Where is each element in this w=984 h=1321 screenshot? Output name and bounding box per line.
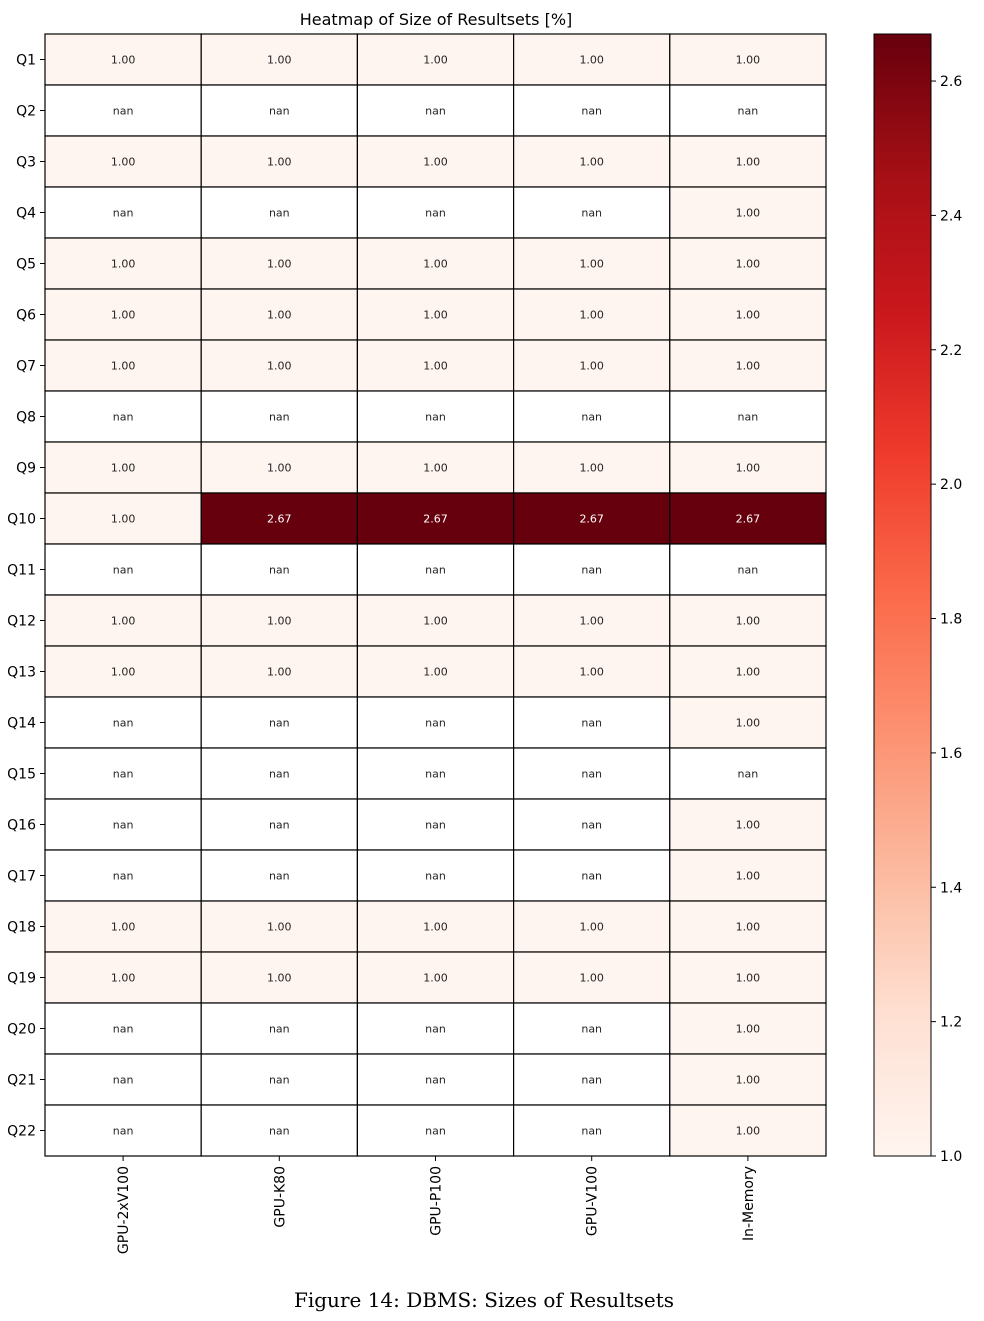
cell-value-label: 1.00 — [735, 461, 761, 475]
cell-value-label: nan — [581, 716, 603, 730]
row-label: Q19 — [7, 970, 36, 987]
colorbar-tick-label: 1.2 — [940, 1014, 963, 1031]
cell-value-label: nan — [268, 563, 290, 577]
cell-value-label: nan — [268, 410, 290, 424]
cell-value-label: 1.00 — [579, 308, 604, 322]
cell-value-label: 1.00 — [735, 206, 761, 220]
cell-value-label: nan — [425, 869, 446, 883]
row-label: Q17 — [7, 868, 36, 885]
cell-value-label: 1.00 — [423, 614, 448, 628]
cell-value-label: nan — [737, 563, 759, 577]
cell-value-label: nan — [581, 1022, 603, 1036]
cell-value-label: 1.00 — [579, 53, 604, 67]
cell-value-label: nan — [112, 767, 134, 781]
cell-value-label: 1.00 — [110, 614, 136, 628]
cell-value-label: 1.00 — [735, 920, 761, 934]
row-label: Q5 — [16, 256, 36, 273]
row-label: Q13 — [7, 664, 36, 681]
cell-value-label: nan — [268, 1073, 290, 1087]
colorbar-tick-label: 2.4 — [940, 208, 963, 225]
cell-value-label: 1.00 — [579, 461, 604, 475]
column-label: GPU-2xV100 — [116, 1166, 133, 1255]
colorbar-tick-label: 2.2 — [940, 342, 963, 359]
cell-value-label: nan — [425, 767, 446, 781]
cell-value-label: nan — [112, 563, 134, 577]
cell-value-label: 1.00 — [267, 308, 292, 322]
cell-value-label: nan — [581, 1124, 603, 1138]
cell-value-label: nan — [581, 104, 603, 118]
cell-value-label: 1.00 — [735, 614, 761, 628]
cell-value-label: nan — [112, 1022, 134, 1036]
cell-value-label: nan — [425, 563, 446, 577]
chart-title: Heatmap of Size of Resultsets [%] — [299, 10, 573, 29]
row-label: Q10 — [7, 511, 36, 528]
cell-value-label: 1.00 — [267, 257, 292, 271]
cell-value-label: nan — [581, 818, 603, 832]
cell-value-label: nan — [425, 1022, 446, 1036]
cell-value-label: 1.00 — [267, 155, 292, 169]
row-label: Q2 — [16, 103, 36, 120]
cell-value-label: 1.00 — [267, 665, 292, 679]
cell-value-label: 1.00 — [735, 716, 761, 730]
row-label: Q22 — [7, 1123, 36, 1140]
cell-value-label: nan — [268, 869, 290, 883]
cell-value-label: nan — [268, 104, 290, 118]
cell-value-label: nan — [581, 410, 603, 424]
row-label: Q1 — [16, 52, 36, 69]
row-label: Q20 — [7, 1021, 36, 1038]
row-label: Q6 — [16, 307, 36, 324]
cell-value-label: 1.00 — [735, 257, 761, 271]
colorbar-gradient — [874, 34, 931, 1156]
colorbar-tick-label: 1.8 — [940, 611, 963, 628]
cell-value-label: nan — [112, 1073, 134, 1087]
row-label: Q8 — [16, 409, 36, 426]
cell-value-label: 1.00 — [423, 308, 448, 322]
cell-value-label: nan — [425, 104, 446, 118]
colorbar-tick-label: 1.6 — [940, 745, 963, 762]
cell-value-label: 1.00 — [267, 971, 292, 985]
cell-value-label: 1.00 — [110, 53, 136, 67]
cell-value-label: nan — [425, 818, 446, 832]
cell-value-label: 2.67 — [579, 512, 604, 526]
cell-value-label: 1.00 — [423, 155, 448, 169]
cell-value-label: 1.00 — [579, 155, 604, 169]
cell-value-label: 1.00 — [735, 155, 761, 169]
row-label: Q7 — [16, 358, 36, 375]
cell-value-label: nan — [425, 206, 446, 220]
cell-value-label: nan — [268, 206, 290, 220]
cell-value-label: 1.00 — [110, 257, 136, 271]
cell-value-label: 1.00 — [267, 614, 292, 628]
cell-value-label: 1.00 — [579, 665, 604, 679]
cell-value-label: 1.00 — [110, 308, 136, 322]
colorbar — [874, 34, 962, 1165]
row-label: Q11 — [7, 562, 36, 579]
cell-value-label: nan — [425, 410, 446, 424]
cell-value-label: nan — [425, 1073, 446, 1087]
heatmap-cells — [45, 34, 826, 1156]
cell-value-label: nan — [581, 206, 603, 220]
cell-value-label: 1.00 — [735, 1073, 761, 1087]
cell-value-label: nan — [581, 869, 603, 883]
cell-value-label: 1.00 — [110, 512, 136, 526]
colorbar-tick-label: 1.4 — [940, 880, 963, 897]
cell-value-label: nan — [268, 818, 290, 832]
cell-value-label: 1.00 — [579, 920, 604, 934]
cell-value-label: 2.67 — [267, 512, 292, 526]
cell-value-label: 1.00 — [735, 818, 761, 832]
cell-value-label: 1.00 — [735, 1124, 761, 1138]
cell-value-label: nan — [112, 206, 134, 220]
row-label: Q18 — [7, 919, 36, 936]
cell-value-label: 1.00 — [267, 461, 292, 475]
cell-value-label: nan — [737, 104, 759, 118]
colorbar-tick-label: 2.0 — [940, 477, 963, 494]
cell-value-label: nan — [268, 1124, 290, 1138]
row-label: Q15 — [7, 766, 36, 783]
cell-value-label: nan — [581, 767, 603, 781]
cell-value-label: nan — [112, 869, 134, 883]
cell-value-label: nan — [112, 716, 134, 730]
cell-value-label: nan — [112, 410, 134, 424]
cell-value-label: 1.00 — [110, 155, 136, 169]
cell-value-label: 1.00 — [735, 665, 761, 679]
cell-value-label: 1.00 — [735, 53, 761, 67]
cell-value-label: 1.00 — [423, 53, 448, 67]
row-label: Q3 — [16, 154, 36, 171]
cell-value-label: nan — [737, 767, 759, 781]
cell-value-label: nan — [581, 1073, 603, 1087]
cell-value-label: 1.00 — [423, 971, 448, 985]
cell-value-label: 1.00 — [579, 971, 604, 985]
cell-value-label: 1.00 — [579, 257, 604, 271]
cell-value-label: 1.00 — [423, 461, 448, 475]
cell-value-label: 2.67 — [735, 512, 761, 526]
row-label: Q16 — [7, 817, 36, 834]
cell-value-label: 1.00 — [423, 257, 448, 271]
cell-value-label: 2.67 — [423, 512, 448, 526]
row-labels — [7, 53, 45, 1140]
row-label: Q9 — [16, 460, 36, 477]
cell-value-label: 1.00 — [579, 614, 604, 628]
figure-caption: Figure 14: DBMS: Sizes of Resultsets — [293, 1288, 675, 1312]
cell-value-label: 1.00 — [735, 971, 761, 985]
cell-value-label: 1.00 — [267, 53, 292, 67]
cell-value-label: nan — [737, 410, 759, 424]
cell-value-label: 1.00 — [267, 920, 292, 934]
cell-value-label: nan — [425, 716, 446, 730]
cell-value-label: 1.00 — [110, 359, 136, 373]
column-labels — [116, 1156, 757, 1254]
row-label: Q21 — [7, 1072, 36, 1089]
colorbar-tick-label: 2.6 — [940, 74, 963, 91]
cell-value-label: 1.00 — [735, 359, 761, 373]
cell-value-label: 1.00 — [735, 308, 761, 322]
row-label: Q12 — [7, 613, 36, 630]
cell-value-label: 1.00 — [110, 971, 136, 985]
cell-value-label: 1.00 — [267, 359, 292, 373]
cell-value-label: 1.00 — [735, 869, 761, 883]
cell-value-label: 1.00 — [110, 920, 136, 934]
cell-value-label: 1.00 — [110, 665, 136, 679]
cell-value-label: nan — [268, 716, 290, 730]
cell-value-label: nan — [112, 818, 134, 832]
cell-value-label: 1.00 — [423, 359, 448, 373]
cell-value-label: nan — [425, 1124, 446, 1138]
cell-value-label: nan — [581, 563, 603, 577]
cell-value-label: 1.00 — [423, 665, 448, 679]
column-label: GPU-V100 — [584, 1166, 601, 1237]
cell-value-label: 1.00 — [579, 359, 604, 373]
row-label: Q4 — [16, 205, 36, 222]
column-label: GPU-P100 — [428, 1166, 445, 1236]
cell-value-label: 1.00 — [735, 1022, 761, 1036]
cell-value-label: 1.00 — [110, 461, 136, 475]
column-label: In-Memory — [740, 1166, 757, 1241]
cell-value-label: 1.00 — [423, 920, 448, 934]
row-label: Q14 — [7, 715, 36, 732]
colorbar-tick-label: 1.0 — [940, 1149, 963, 1165]
cell-value-label: nan — [268, 1022, 290, 1036]
cell-value-label: nan — [268, 767, 290, 781]
cell-value-label: nan — [112, 1124, 134, 1138]
column-label: GPU-K80 — [272, 1166, 289, 1228]
cell-value-label: nan — [112, 104, 134, 118]
